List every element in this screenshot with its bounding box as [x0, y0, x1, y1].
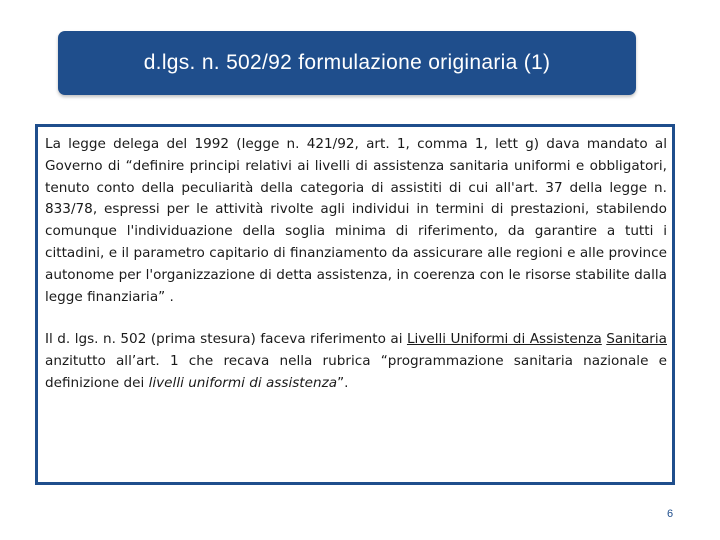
slide-title: d.lgs. n. 502/92 formulazione originaria (1) — [143, 51, 551, 74]
underlined-sanitaria: Sanitaria — [606, 331, 667, 348]
paragraph-2 — [45, 329, 667, 394]
paragraph-2-text-3: ”. — [337, 374, 349, 391]
italic-livelli-uniformi: livelli uniformi di assistenza — [148, 374, 338, 391]
slide-title-box — [58, 31, 636, 95]
content-box — [35, 124, 675, 485]
paragraph-2-text-1: Il d. lgs. n. 502 (prima stesura) faceva riferimento ai — [45, 331, 407, 348]
paragraph-2-text-2: anzitutto all’art. 1 che recava nella rubrica “programmazione sanitaria nazionale e definizione dei — [45, 353, 667, 391]
underlined-livelli-uniformi: Livelli Uniformi di Assistenza — [406, 331, 602, 348]
paragraph-1: La legge delega del 1992 (legge n. 421/92, art. 1, comma 1, lett g) dava mandato al Governo di “definire principi relativi ai livelli di assistenza sanitaria uniformi e obbligatori, tenuto conto della peculiarità della categoria di assistiti di cui all'art. 37 della legge n. 833/78, espressi per le attività rivolte agli individui in termini di prestazioni, stabilendo comunque l'individuazione della soglia minima di riferimento, da garantire a tutti i cittadini, e il parametro capitario di finanziamento da assicurare alle regioni e alle province autonome per l'organizzazione di detta assistenza, in coerenza con le risorse stabilite dalla legge finanziaria” . — [45, 136, 667, 305]
page-number: 6 — [667, 508, 674, 520]
